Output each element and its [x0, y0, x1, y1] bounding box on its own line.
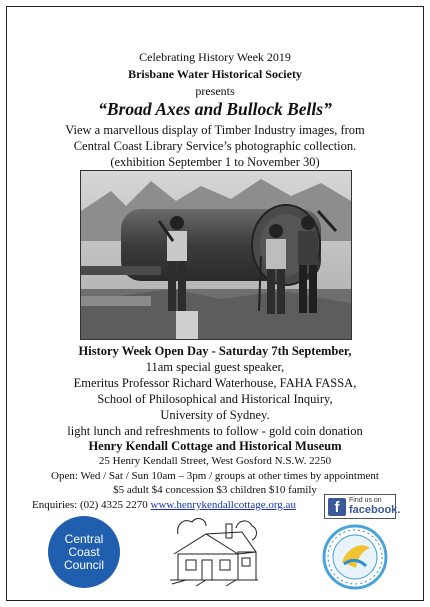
speaker-intro: 11am special guest speaker, — [145, 360, 285, 374]
venue-address: 25 Henry Kendall Street, West Gosford N.S.W. 2250 — [98, 455, 332, 467]
celebrating-line: Celebrating History Week 2019 — [139, 50, 291, 64]
speaker-name: Emeritus Professor Richard Waterhouse, FAHA FASSA, — [73, 376, 357, 390]
venue-name: Henry Kendall Cottage and Historical Museum — [88, 439, 342, 453]
central-coast-council-logo — [48, 516, 120, 588]
timber-workers-photo — [80, 170, 352, 340]
exhibition-dates: (exhibition September 1 to November 30) — [110, 155, 320, 169]
speaker-university: University of Sydney. — [160, 408, 270, 422]
open-day-heading: History Week Open Day - Saturday 7th September, — [78, 344, 352, 358]
speaker-school: School of Philosophical and Historical Inquiry, — [97, 392, 333, 406]
opening-hours: Open: Wed / Sat / Sun 10am – 3pm / groups at other times by appointment — [51, 470, 379, 482]
facebook-wordmark: facebook. — [349, 504, 401, 516]
society-name: Brisbane Water Historical Society — [128, 67, 302, 81]
facebook-badge[interactable] — [324, 494, 401, 519]
council-line-1: Central — [64, 532, 104, 546]
presents-line: presents — [195, 84, 235, 98]
description-line-1: View a marvellous display of Timber Industry images, from — [65, 123, 365, 137]
description-line-2: Central Coast Library Service’s photographic collection. — [73, 139, 357, 153]
admission-prices: $5 adult $4 concession $3 children $10 family — [113, 484, 317, 496]
history-week-logo-icon — [322, 524, 388, 590]
enquiries-phone: Enquiries: (02) 4325 2270 — [32, 499, 148, 511]
refreshments-line: light lunch and refreshments to follow - gold coin donation — [67, 424, 363, 438]
cottage-sketch-icon — [166, 514, 262, 590]
facebook-find-us: Find us on — [349, 497, 382, 504]
facebook-icon: f — [328, 498, 346, 516]
enquiries-line — [32, 498, 296, 512]
exhibition-title: “Broad Axes and Bullock Bells” — [98, 99, 332, 119]
council-line-3: Council — [63, 558, 105, 572]
council-line-2: Coast — [68, 545, 100, 559]
website-link[interactable]: www.henrykendallcottage.org.au — [150, 499, 296, 511]
